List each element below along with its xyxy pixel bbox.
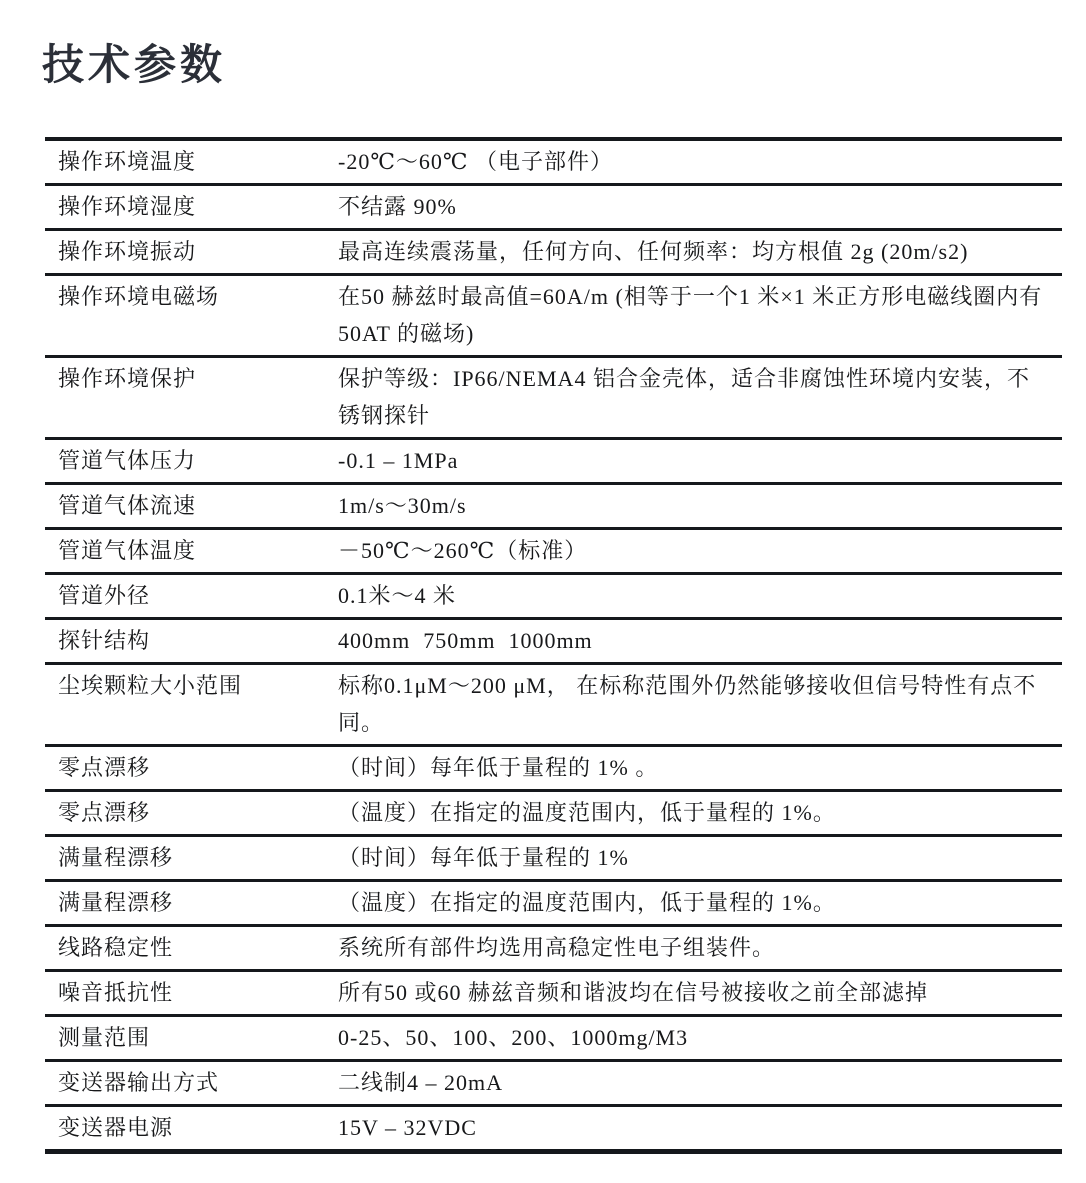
spec-value: （温度）在指定的温度范围内，低于量程的 1%。 xyxy=(338,800,836,825)
table-row xyxy=(45,185,1062,230)
table-row xyxy=(45,926,1062,971)
spec-value: －50℃～260℃（标准） xyxy=(338,538,588,563)
table-row xyxy=(45,484,1062,529)
table-row xyxy=(45,1106,1062,1152)
table-row xyxy=(45,275,1062,357)
spec-value: 不结露 90% xyxy=(338,194,457,219)
spec-value: （时间）每年低于量程的 1% 。 xyxy=(338,755,659,780)
table-row xyxy=(45,139,1062,185)
spec-label: 操作环境温度 xyxy=(58,149,197,174)
table-row xyxy=(45,529,1062,574)
spec-label: 零点漂移 xyxy=(58,755,151,780)
spec-value: 所有50 或60 赫兹音频和谐波均在信号被接收之前全部滤掉 xyxy=(338,980,929,1005)
spec-table-body xyxy=(45,139,1062,1152)
table-row xyxy=(45,357,1062,439)
spec-label: 管道气体流速 xyxy=(58,493,197,518)
spec-value: 二线制4 – 20mA xyxy=(338,1070,504,1095)
table-row xyxy=(45,791,1062,836)
table-row xyxy=(45,439,1062,484)
spec-value: -0.1 – 1MPa xyxy=(338,448,459,473)
table-row xyxy=(45,1061,1062,1106)
spec-value: 保护等级：IP66/NEMA4 铝合金壳体，适合非腐蚀性环境内安装，不锈钢探针 xyxy=(338,366,1030,428)
table-row xyxy=(45,881,1062,926)
spec-value: 1m/s～30m/s xyxy=(338,493,467,518)
table-row xyxy=(45,746,1062,791)
spec-label: 操作环境湿度 xyxy=(58,194,197,219)
spec-label: 操作环境振动 xyxy=(58,239,197,264)
spec-value: （时间）每年低于量程的 1% xyxy=(338,845,629,870)
spec-label: 尘埃颗粒大小范围 xyxy=(58,673,243,698)
spec-label: 满量程漂移 xyxy=(58,845,174,870)
table-row xyxy=(45,971,1062,1016)
spec-value: 400mm 750mm 1000mm xyxy=(338,628,593,653)
spec-label: 探针结构 xyxy=(58,628,151,653)
spec-label: 操作环境电磁场 xyxy=(58,284,220,309)
spec-label: 线路稳定性 xyxy=(58,935,174,960)
spec-value: 最高连续震荡量，任何方向、任何频率：均方根值 2g (20m/s2) xyxy=(338,239,969,264)
spec-label: 管道外径 xyxy=(58,583,151,608)
spec-label: 满量程漂移 xyxy=(58,890,174,915)
table-row xyxy=(45,230,1062,275)
spec-label: 管道气体温度 xyxy=(58,538,197,563)
spec-value: 0.1米～4 米 xyxy=(338,583,457,608)
spec-label: 管道气体压力 xyxy=(58,448,197,473)
spec-value: 0-25、50、100、200、1000mg/M3 xyxy=(338,1025,689,1050)
spec-value: 系统所有部件均选用高稳定性电子组装件。 xyxy=(338,935,776,960)
spec-label: 变送器电源 xyxy=(58,1115,174,1140)
spec-value: （温度）在指定的温度范围内，低于量程的 1%。 xyxy=(338,890,836,915)
spec-value: 15V – 32VDC xyxy=(338,1115,477,1140)
spec-value: -20℃～60℃ （电子部件） xyxy=(338,149,614,174)
page-title: 技术参数 xyxy=(42,41,227,88)
table-row xyxy=(45,664,1062,746)
spec-label: 测量范围 xyxy=(58,1025,151,1050)
spec-value: 在50 赫兹时最高值=60A/m (相等于一个1 米×1 米正方形电磁线圈内有50AT 的磁场) xyxy=(338,284,1043,346)
table-row xyxy=(45,619,1062,664)
spec-label: 噪音抵抗性 xyxy=(58,980,174,1005)
table-row xyxy=(45,574,1062,619)
table-row xyxy=(45,836,1062,881)
spec-value: 标称0.1μM～200 μM， 在标称范围外仍然能够接收但信号特性有点不同。 xyxy=(338,673,1037,735)
spec-label: 变送器输出方式 xyxy=(58,1070,220,1095)
spec-label: 操作环境保护 xyxy=(58,366,197,391)
spec-label: 零点漂移 xyxy=(58,800,151,825)
spec-table xyxy=(45,137,1062,1154)
table-row xyxy=(45,1016,1062,1061)
